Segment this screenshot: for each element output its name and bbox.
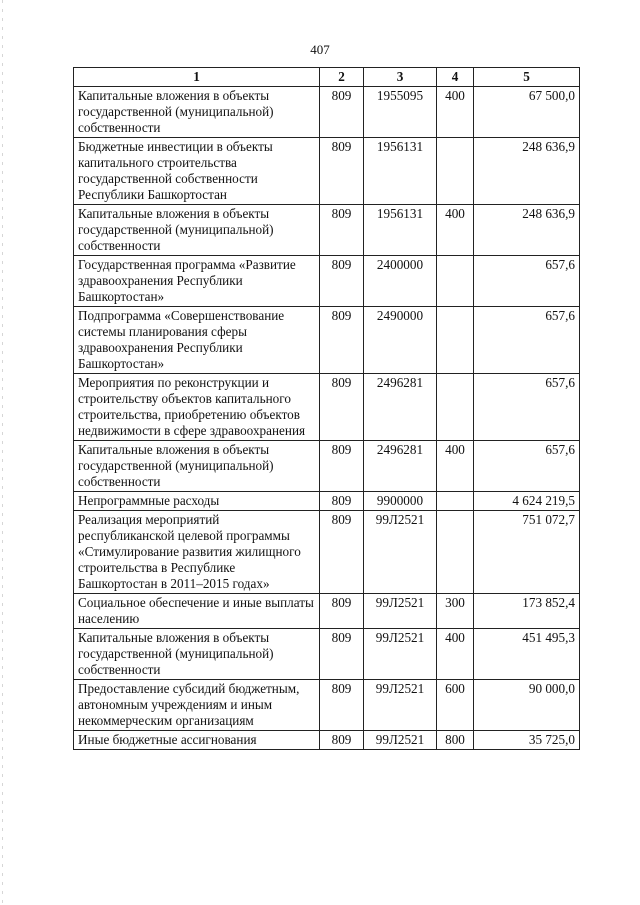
table-row — [74, 87, 580, 138]
table-row — [74, 307, 580, 374]
row-type — [437, 374, 474, 441]
row-amount: 451 495,3 — [474, 629, 580, 680]
row-name: Капитальные вложения в объекты государственной (муниципальной) собственности — [74, 629, 320, 680]
table-body — [74, 87, 580, 750]
table-row — [74, 138, 580, 205]
row-article: 2490000 — [364, 307, 437, 374]
row-name: Капитальные вложения в объекты государственной (муниципальной) собственности — [74, 441, 320, 492]
row-code: 809 — [320, 87, 364, 138]
table-header-row — [74, 68, 580, 87]
header-col-1: 1 — [74, 68, 320, 87]
row-type: 600 — [437, 680, 474, 731]
row-name: Иные бюджетные ассигнования — [74, 731, 320, 750]
table-row — [74, 731, 580, 750]
row-type — [437, 492, 474, 511]
row-amount: 67 500,0 — [474, 87, 580, 138]
table-row — [74, 205, 580, 256]
row-article: 2496281 — [364, 374, 437, 441]
row-article: 2400000 — [364, 256, 437, 307]
header-col-2: 2 — [320, 68, 364, 87]
table-row — [74, 680, 580, 731]
row-article: 99Л2521 — [364, 511, 437, 594]
row-type: 300 — [437, 594, 474, 629]
row-code: 809 — [320, 492, 364, 511]
row-name: Капитальные вложения в объекты государственной (муниципальной) собственности — [74, 205, 320, 256]
row-amount: 4 624 219,5 — [474, 492, 580, 511]
row-type: 800 — [437, 731, 474, 750]
row-amount: 90 000,0 — [474, 680, 580, 731]
row-article: 9900000 — [364, 492, 437, 511]
scan-edge — [2, 0, 3, 905]
row-type: 400 — [437, 441, 474, 492]
row-type — [437, 511, 474, 594]
row-article: 2496281 — [364, 441, 437, 492]
row-code: 809 — [320, 594, 364, 629]
row-code: 809 — [320, 374, 364, 441]
row-code: 809 — [320, 256, 364, 307]
row-type — [437, 307, 474, 374]
row-type — [437, 256, 474, 307]
table-row — [74, 374, 580, 441]
row-article: 99Л2521 — [364, 731, 437, 750]
row-name: Мероприятия по реконструкции и строительству объектов капитального строительства, приобретению объектов недвижимости в сфере здравоохранения — [74, 374, 320, 441]
header-col-3: 3 — [364, 68, 437, 87]
row-amount: 173 852,4 — [474, 594, 580, 629]
row-article: 99Л2521 — [364, 594, 437, 629]
budget-table — [73, 67, 580, 750]
row-type — [437, 138, 474, 205]
row-amount: 751 072,7 — [474, 511, 580, 594]
header-col-5: 5 — [474, 68, 580, 87]
row-article: 1955095 — [364, 87, 437, 138]
row-name: Подпрограмма «Совершенствование системы планирования сферы здравоохранения Республики Башкортостан» — [74, 307, 320, 374]
row-name: Бюджетные инвестиции в объекты капитального строительства государственной собственности Республики Башкортостан — [74, 138, 320, 205]
table-row — [74, 511, 580, 594]
row-code: 809 — [320, 138, 364, 205]
header-col-4: 4 — [437, 68, 474, 87]
row-type: 400 — [437, 629, 474, 680]
row-amount: 657,6 — [474, 441, 580, 492]
row-type: 400 — [437, 205, 474, 256]
row-code: 809 — [320, 307, 364, 374]
row-article: 1956131 — [364, 138, 437, 205]
row-type: 400 — [437, 87, 474, 138]
table-row — [74, 629, 580, 680]
row-name: Непрограммные расходы — [74, 492, 320, 511]
row-name: Предоставление субсидий бюджетным, автономным учреждениям и иным некоммерческим организациям — [74, 680, 320, 731]
page-number: 407 — [310, 42, 330, 57]
table-row — [74, 256, 580, 307]
row-amount: 248 636,9 — [474, 138, 580, 205]
row-code: 809 — [320, 511, 364, 594]
row-code: 809 — [320, 680, 364, 731]
row-article: 1956131 — [364, 205, 437, 256]
table-row — [74, 492, 580, 511]
row-name: Социальное обеспечение и иные выплаты населению — [74, 594, 320, 629]
row-name: Реализация мероприятий республиканской целевой программы «Стимулирование развития жилищного строительства в Республике Башкортостан в 2011–2015 годах» — [74, 511, 320, 594]
row-name: Государственная программа «Развитие здравоохранения Республики Башкортостан» — [74, 256, 320, 307]
row-code: 809 — [320, 731, 364, 750]
row-amount: 657,6 — [474, 256, 580, 307]
row-name: Капитальные вложения в объекты государственной (муниципальной) собственности — [74, 87, 320, 138]
row-code: 809 — [320, 629, 364, 680]
row-code: 809 — [320, 441, 364, 492]
row-amount: 657,6 — [474, 307, 580, 374]
row-amount: 657,6 — [474, 374, 580, 441]
row-article: 99Л2521 — [364, 629, 437, 680]
table-row — [74, 594, 580, 629]
row-amount: 35 725,0 — [474, 731, 580, 750]
table-row — [74, 441, 580, 492]
row-code: 809 — [320, 205, 364, 256]
row-amount: 248 636,9 — [474, 205, 580, 256]
row-article: 99Л2521 — [364, 680, 437, 731]
